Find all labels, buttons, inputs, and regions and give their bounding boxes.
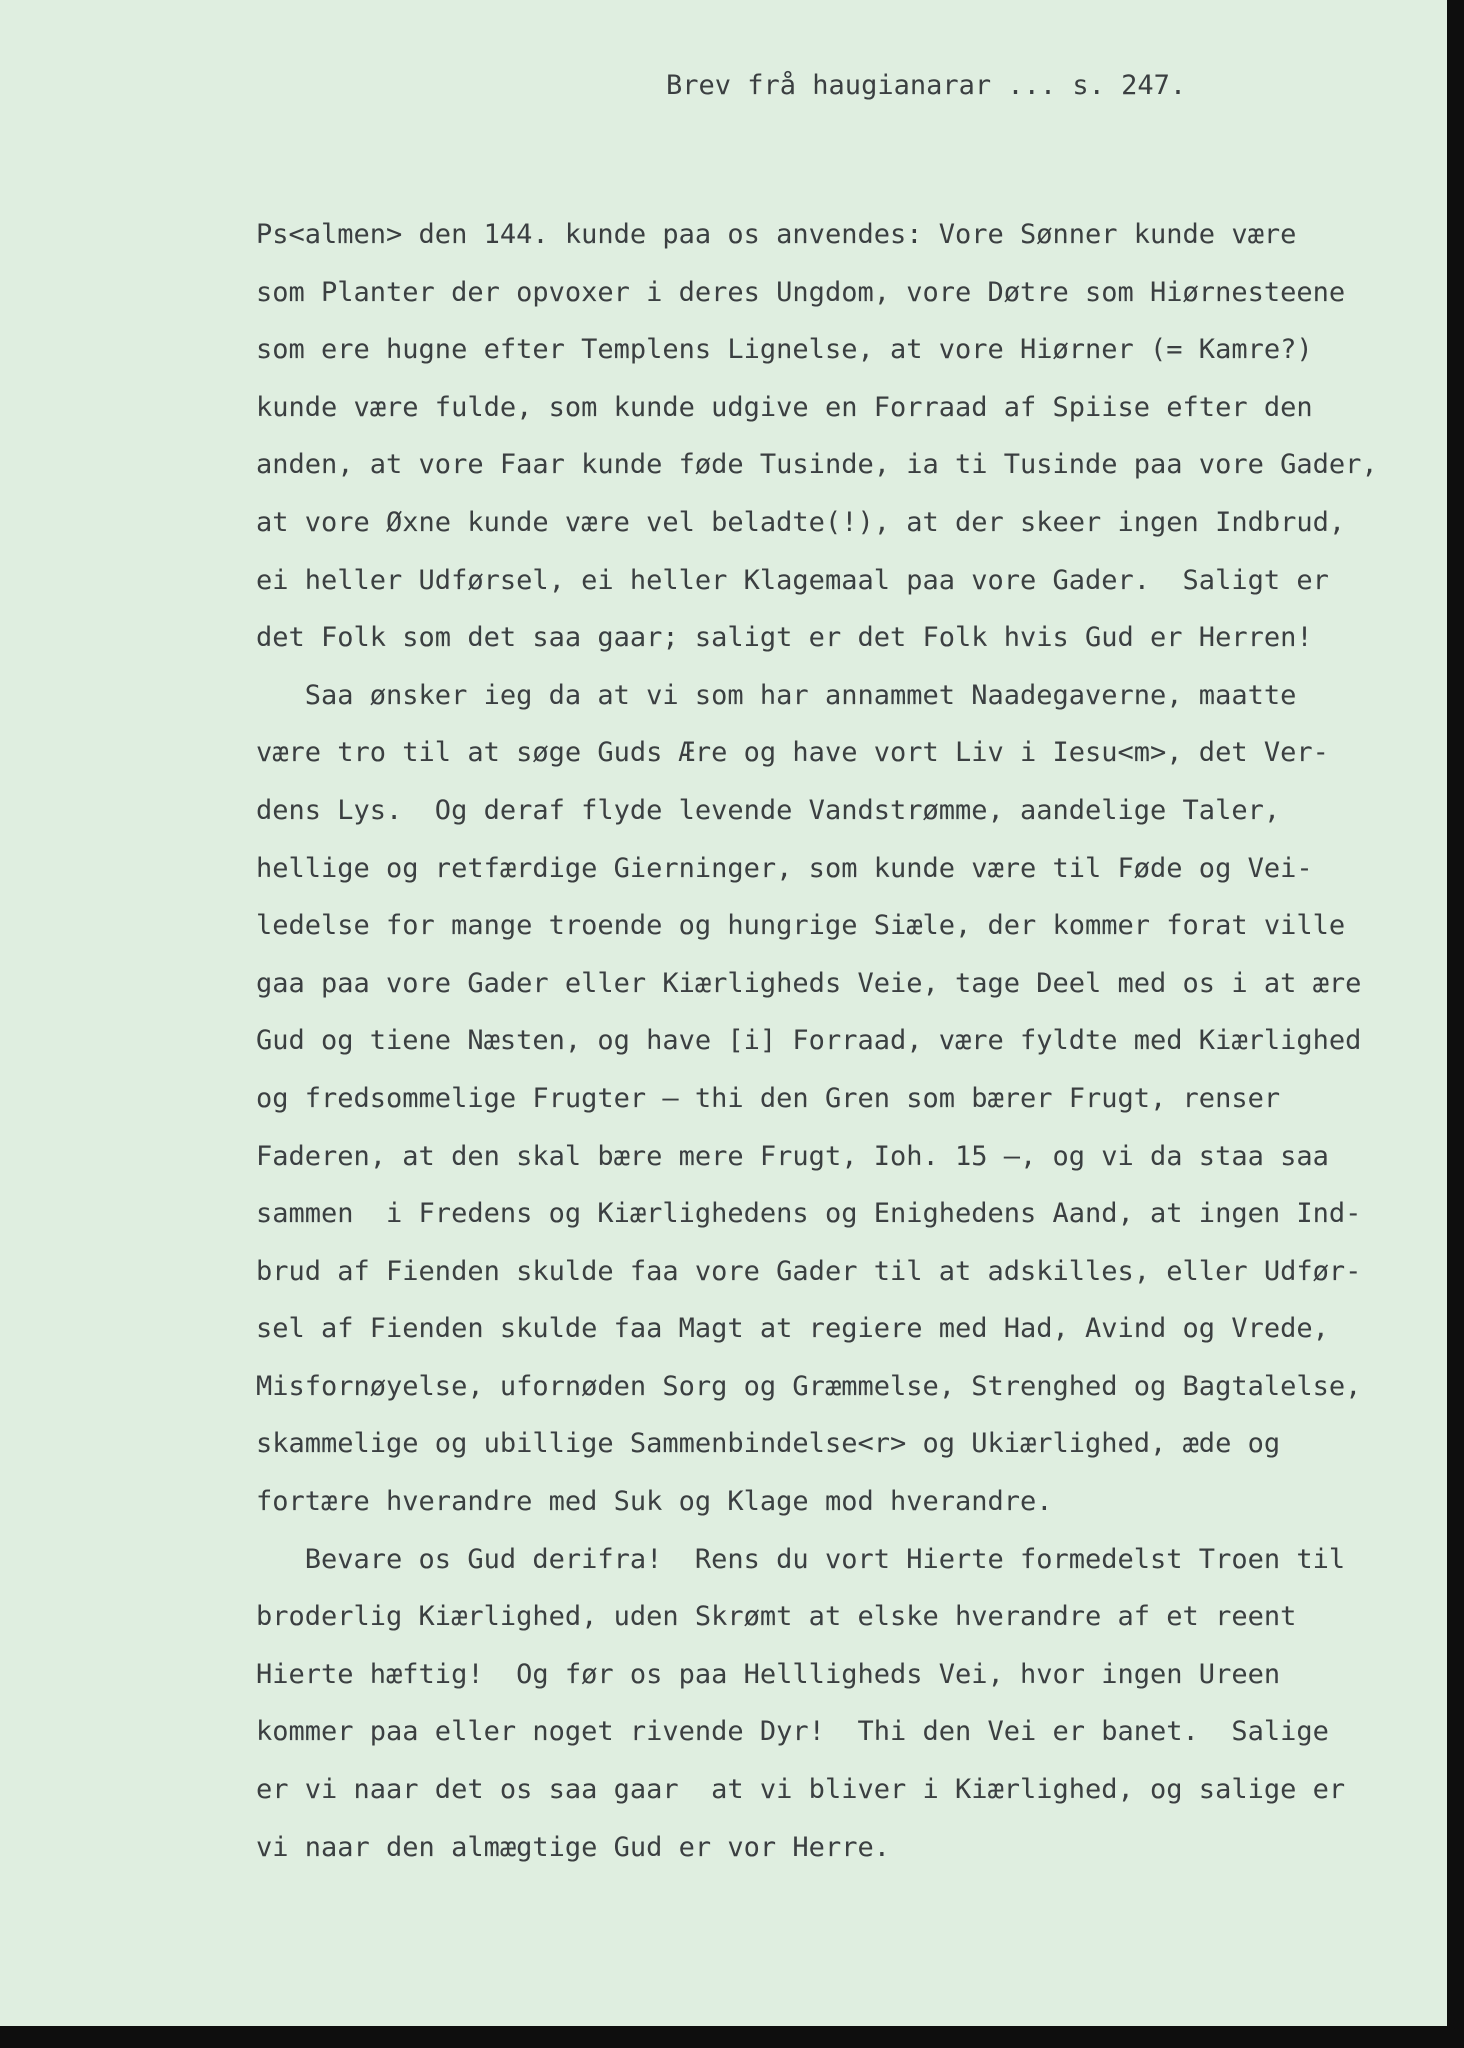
text-line: Gud og tiene Næsten, og have [i] Forraad, være fyldte med Kiærlighed — [256, 1025, 1362, 1057]
text-line: broderlig Kiærlighed, uden Skrømt at elske hverandre af et reent — [256, 1601, 1297, 1633]
text-line: som Planter der opvoxer i deres Ungdom, vore Døtre som Hiørnesteene — [256, 276, 1346, 308]
text-line: skammelige og ubillige Sammenbindelse<r> og Ukiærlighed, æde og — [256, 1428, 1281, 1460]
text-line: er vi naar det os saa gaar at vi bliver i Kiærlighed, og salige er — [256, 1774, 1346, 1806]
text-line: Faderen, at den skal bære mere Frugt, Ioh. 15 —, og vi da staa saa — [256, 1140, 1329, 1172]
text-line: dens Lys. Og deraf flyde levende Vandstrømme, aandelige Taler, — [256, 794, 1281, 826]
text-line: kommer paa eller noget rivende Dyr! Thi den Vei er banet. Salige — [256, 1716, 1329, 1748]
text-line: det Folk som det saa gaar; saligt er det Folk hvis Gud er Herren! — [256, 622, 1313, 654]
text-line: Saa ønsker ieg da at vi som har annammet Naadegaverne, maatte — [256, 679, 1297, 711]
text-line: Hierte hæftig! Og før os paa Hellligheds Vei, hvor ingen Ureen — [256, 1658, 1281, 1690]
text-line: ei heller Udførsel, ei heller Klagemaal paa vore Gader. Saligt er — [256, 564, 1329, 596]
text-line: at vore Øxne kunde være vel beladte(!), at der skeer ingen Indbrud, — [256, 506, 1346, 538]
text-line: sel af Fienden skulde faa Magt at regiere med Had, Avind og Vrede, — [256, 1313, 1329, 1345]
text-line: Bevare os Gud derifra! Rens du vort Hierte formedelst Troen til — [256, 1543, 1346, 1575]
text-line: Ps<almen> den 144. kunde paa os anvendes: Vore Sønner kunde være — [256, 219, 1297, 250]
text-line: kunde være fulde, som kunde udgive en Forraad af Spiise efter den — [256, 391, 1313, 423]
text-line: ledelse for mange troende og hungrige Siæle, der kommer forat ville — [256, 910, 1346, 942]
text-line: brud af Fienden skulde faa vore Gader til at adskilles, eller Udfør- — [256, 1255, 1362, 1287]
text-line: sammen i Fredens og Kiærlighedens og Enighedens Aand, at ingen Ind- — [256, 1198, 1362, 1230]
page-header: Brev frå haugianarar ... s. 247. — [666, 70, 1187, 101]
text-line: anden, at vore Faar kunde føde Tusinde, ia ti Tusinde paa vore Gader, — [256, 449, 1378, 481]
text-line: gaa paa vore Gader eller Kiærligheds Veie, tage Deel med os i at ære — [256, 967, 1362, 999]
body-text — [256, 206, 1456, 1876]
text-line: Misfornøyelse, ufornøden Sorg og Græmmelse, Strenghed og Bagtalelse, — [256, 1370, 1362, 1402]
text-line: fortære hverandre med Suk og Klage mod hverandre. — [256, 1486, 1053, 1518]
text-line: og fredsommelige Frugter — thi den Gren som bærer Frugt, renser — [256, 1082, 1281, 1114]
text-line: være tro til at søge Guds Ære og have vort Liv i Iesu<m>, det Ver- — [256, 737, 1329, 769]
text-line: vi naar den almægtige Gud er vor Herre. — [256, 1831, 890, 1863]
text-line: som ere hugne efter Templens Lignelse, at vore Hiørner (= Kamre?) — [256, 334, 1313, 366]
text-line: hellige og retfærdige Gierninger, som kunde være til Føde og Vei- — [256, 852, 1313, 884]
